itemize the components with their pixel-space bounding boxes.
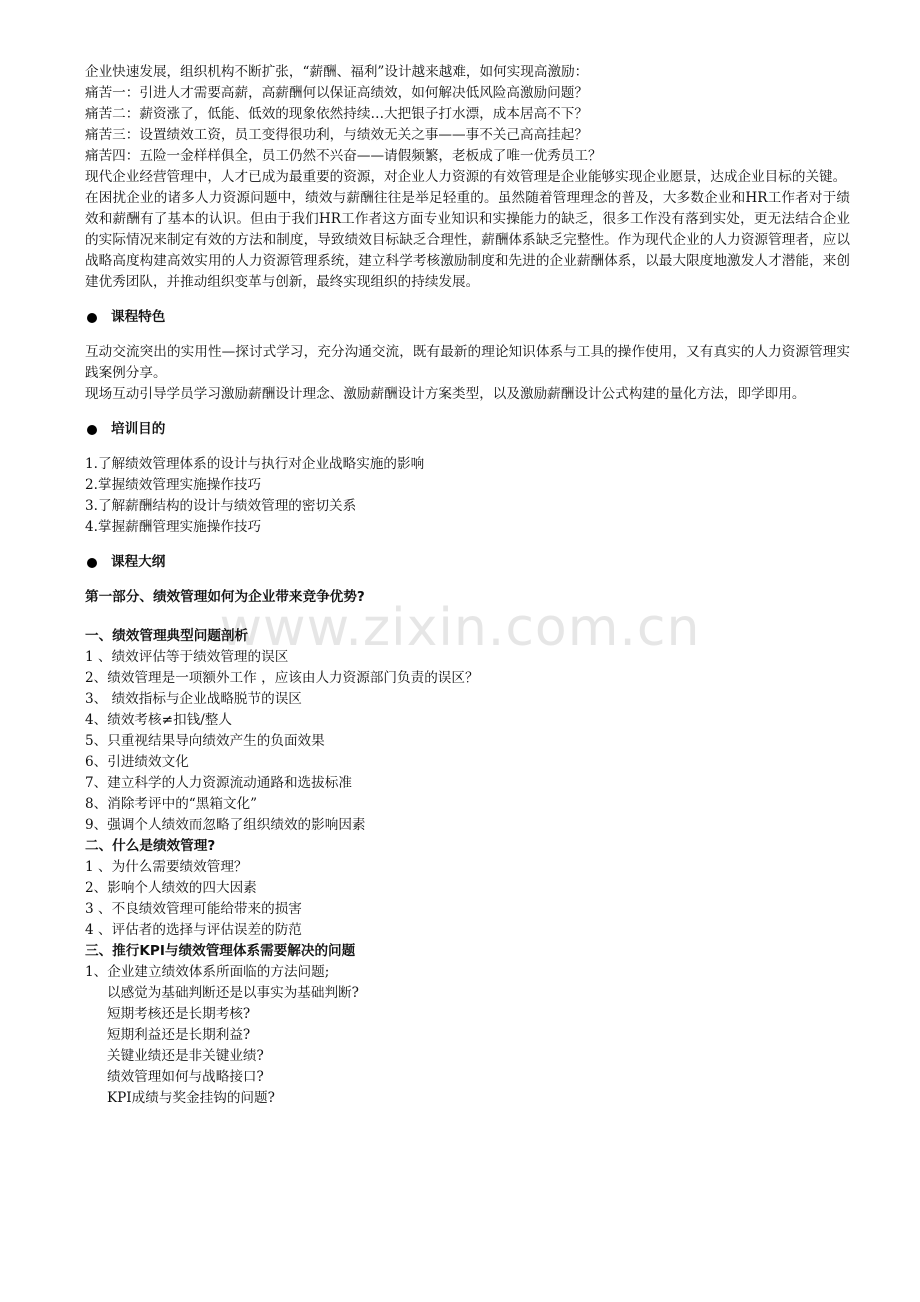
goal-item: 2.掌握绩效管理实施操作技巧	[85, 477, 262, 493]
outline-item: 7、建立科学的人力资源流动通路和选拔标准	[85, 775, 352, 791]
outline-subitem: 关键业绩还是非关键业绩?	[107, 1048, 264, 1064]
outline-subitem: 短期利益还是长期利益?	[107, 1027, 251, 1043]
outline-subitem: KPI成绩与奖金挂钩的问题?	[107, 1090, 275, 1106]
features-paragraph: 现场互动引导学员学习激励薪酬设计理念、激励薪酬设计方案类型，以及激励薪酬设计公式构建的量化方法，即学即用。	[85, 386, 806, 402]
goal-item: 1.了解绩效管理体系的设计与执行对企业战略实施的影响	[85, 456, 425, 472]
outline-item: 1 、绩效评估等于绩效管理的误区	[85, 649, 289, 665]
bullet-icon	[87, 425, 97, 435]
features-paragraph: 互动交流突出的实用性—探讨式学习，充分沟通交流，既有最新的理论知识体系与工具的操作使用，又有真实的人力资源管理实践案例分享。	[85, 344, 850, 381]
section-title: 课程大纲	[111, 554, 166, 570]
outline-item: 3 、不良绩效管理可能给带来的损害	[85, 901, 302, 917]
intro-paragraph: 现代企业经营管理中，人才已成为最重要的资源，对企业人力资源的有效管理是企业能够实现企业愿景，达成企业目标的关键。	[85, 169, 847, 185]
section-heading	[85, 419, 850, 440]
intro-line: 痛苦四：五险一金样样俱全，员工仍然不兴奋——请假频繁，老板成了唯一优秀员工？	[85, 148, 602, 164]
outline-item: 5、只重视结果导向绩效产生的负面效果	[85, 733, 325, 749]
section-heading	[85, 552, 850, 573]
outline-subitem: 以感觉为基础判断还是以事实为基础判断?	[107, 985, 359, 1001]
outline-item: 4 、评估者的选择与评估误差的防范	[85, 922, 302, 938]
section-heading	[85, 307, 850, 328]
outline-item: 1 、为什么需要绩效管理？	[85, 859, 248, 875]
outline-item: 8、消除考评中的“黑箱文化”	[85, 796, 258, 812]
outline-item: 3、 绩效指标与企业战略脱节的误区	[85, 691, 302, 707]
outline-subitem: 短期考核还是长期考核?	[107, 1006, 251, 1022]
intro-line: 企业快速发展，组织机构不断扩张，“薪酬、福利”设计越来越难，如何实现高激励：	[85, 64, 589, 80]
subsection-title: 二、什么是绩效管理?	[85, 838, 216, 854]
outline-item: 1、企业建立绩效体系所面临的方法问题;	[85, 964, 330, 980]
intro-line: 痛苦一：引进人才需要高薪，高薪酬何以保证高绩效，如何解决低风险高激励问题？	[85, 85, 588, 101]
section-title: 课程特色	[111, 309, 166, 325]
bullet-icon	[87, 313, 97, 323]
outline-item: 4、绩效考核≠扣钱/整人	[85, 712, 232, 728]
intro-line: 痛苦二：薪资涨了，低能、低效的现象依然持续…大把银子打水漂，成本居高不下？	[85, 106, 588, 122]
outline-item: 9、强调个人绩效而忽略了组织绩效的影响因素	[85, 817, 366, 833]
bullet-icon	[87, 558, 97, 568]
outline-subitem: 绩效管理如何与战略接口?	[107, 1069, 264, 1085]
goal-item: 4.掌握薪酬管理实施操作技巧	[85, 519, 262, 535]
part-title: 第一部分、绩效管理如何为企业带来竞争优势?	[85, 589, 365, 605]
intro-line: 痛苦三：设置绩效工资，员工变得很功利，与绩效无关之事——事不关己高高挂起？	[85, 127, 588, 143]
outline-item: 2、影响个人绩效的四大因素	[85, 880, 257, 896]
outline-item: 2、绩效管理是一项额外工作 ，应该由人力资源部门负责的误区？	[85, 670, 479, 686]
document-body	[85, 62, 850, 1109]
section-title: 培训目的	[111, 421, 166, 437]
intro-paragraph: 在困扰企业的诸多人力资源问题中，绩效与薪酬往往是举足轻重的。虽然随着管理理念的普及，大多数企业和HR工作者对于绩效和薪酬有了基本的认识。但由于我们HR工作者这方面专业知识和实操能力的缺乏，很多工作没有落到实处，更无法结合企业的实际情况来制定有效的方法和制度，导致绩效目标缺乏合理性，薪酬体系缺乏完整性。作为现代企业的人力资源管理者，应以战略高度构建高效实用的人力资源管理系统，建立科学考核激励制度和先进的企业薪酬体系，以最大限度地激发人才潜能，来创建优秀团队，并推动组织变革与创新，最终实现组织的持续发展。	[85, 190, 850, 290]
outline-item: 6、引进绩效文化	[85, 754, 189, 770]
subsection-title: 三、推行KPI与绩效管理体系需要解决的问题	[85, 943, 356, 959]
watermark: www.zixin.com.cn	[219, 598, 701, 658]
goal-item: 3.了解薪酬结构的设计与绩效管理的密切关系	[85, 498, 357, 514]
subsection-title: 一、绩效管理典型问题剖析	[85, 628, 249, 644]
